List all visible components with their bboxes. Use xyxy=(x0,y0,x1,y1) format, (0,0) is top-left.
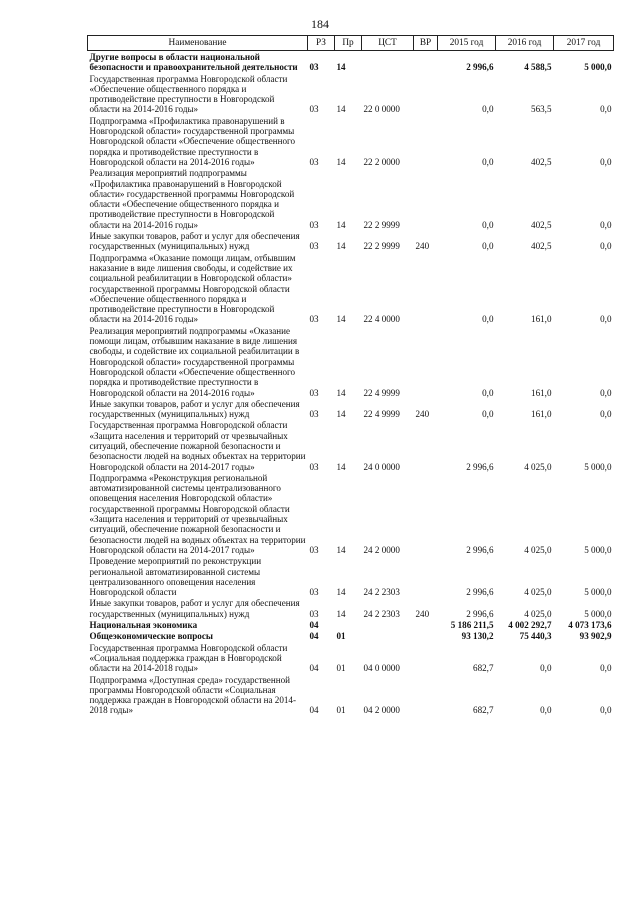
cell-2015: 682,7 xyxy=(473,705,494,716)
cell-name: Подпрограмма «Профилактика правонарушений в Новгородской области» государственной программы Новгородской области «Обеспечение общественного порядка и противодействие преступности в Новгородской области на 2014-2016 годы» xyxy=(89,115,296,167)
cell-2015: 0,0 xyxy=(482,219,494,230)
cell-cst: 22 2 9999 xyxy=(363,219,400,230)
cell-name: Реализация мероприятий подпрограммы «Оказание помощи лицам, отбывшим наказание в виде лишения свободы, и содействие их социальной реабилитации в Новгородской области» государственной программы Новгородской области «Обеспечение общественного порядка и противодействие преступности в Новгородской области на 2014-2016 годы» xyxy=(89,325,300,398)
header-2017: 2017 год xyxy=(554,36,614,51)
page-number: 184 xyxy=(311,17,329,31)
cell-2017: 5 000,0 xyxy=(584,62,612,73)
cell-2017: 5 000,0 xyxy=(584,587,612,598)
header-2015: 2015 год xyxy=(438,36,496,51)
cell-2016: 4 002 292,7 xyxy=(508,620,552,631)
table-row xyxy=(88,642,614,674)
cell-2015: 2 996,6 xyxy=(466,544,494,555)
cell-name: Государственная программа Новгородской области «Социальная поддержка граждан в Новгородской области на 2014-2018 годы» xyxy=(89,642,288,674)
cell-vr xyxy=(414,252,438,325)
cell-pr: 14 xyxy=(336,608,346,619)
cell-2016: 75 440,3 xyxy=(519,631,552,642)
cell-name: Общеэкономические вопросы xyxy=(89,631,213,642)
cell-rz: 03 xyxy=(309,608,319,619)
cell-vr xyxy=(414,325,438,398)
cell-vr: 240 xyxy=(415,608,430,619)
cell-2017: 0,0 xyxy=(600,314,612,325)
header-2016: 2016 год xyxy=(496,36,554,51)
cell-rz: 03 xyxy=(309,241,319,252)
cell-2015: 2 996,6 xyxy=(466,461,494,472)
cell-name: Иные закупки товаров, работ и услуг для обеспечения государственных (муниципальных) нужд xyxy=(89,598,300,619)
cell-cst xyxy=(362,619,414,630)
cell-2017: 5 000,0 xyxy=(584,544,612,555)
cell-pr: 14 xyxy=(336,104,346,115)
cell-vr xyxy=(414,619,438,630)
cell-2017: 93 902,9 xyxy=(579,631,612,642)
cell-name: Подпрограмма «Оказание помощи лицам, отбывшим наказание в виде лишения свободы, и содействие их социальной реабилитации в Новгородской области» государственной программы Новгородской области «Обеспечение общественного порядка и противодействие преступности в Новгородской области на 2014-2016 годы» xyxy=(89,252,296,325)
cell-vr xyxy=(414,630,438,641)
cell-vr xyxy=(414,472,438,555)
table-row xyxy=(88,230,614,252)
cell-cst: 22 4 9999 xyxy=(363,409,400,420)
cell-vr xyxy=(414,555,438,597)
table-row xyxy=(88,398,614,420)
cell-vr: 240 xyxy=(415,409,430,420)
cell-2015: 682,7 xyxy=(473,663,494,674)
cell-cst: 24 2 2303 xyxy=(363,608,400,619)
cell-2015: 0,0 xyxy=(482,314,494,325)
cell-rz: 03 xyxy=(309,104,319,115)
cell-name: Другие вопросы в области национальной безопасности и правоохранительной деятельности xyxy=(89,52,298,73)
cell-cst xyxy=(362,630,414,641)
cell-2015: 5 186 211,5 xyxy=(450,620,494,631)
cell-2016: 402,5 xyxy=(531,156,552,167)
cell-rz: 03 xyxy=(309,219,319,230)
table-row xyxy=(88,73,614,115)
cell-2016: 161,0 xyxy=(531,387,552,398)
cell-2016: 0,0 xyxy=(540,663,552,674)
cell-2015: 2 996,6 xyxy=(466,587,494,598)
cell-name: Иные закупки товаров, работ и услуг для обеспечения государственных (муниципальных) нужд xyxy=(89,231,300,252)
cell-cst: 22 2 0000 xyxy=(363,156,400,167)
cell-2016: 563,5 xyxy=(531,104,552,115)
header-name: Наименование xyxy=(88,36,308,51)
cell-pr: 14 xyxy=(336,241,346,252)
cell-rz: 03 xyxy=(309,156,319,167)
cell-name: Подпрограмма «Реконструкция региональной автоматизированной системы централизованного оповещения населения Новгородской области» государственной программы Новгородской области «Защита населения и территорий от чрезвычайных ситуаций, обеспечение пожарной безопасности и безопасности людей на водных объектах на территории Новгородской области на 2014-2017 годы» xyxy=(89,472,306,555)
cell-pr: 14 xyxy=(336,544,346,555)
cell-vr xyxy=(414,73,438,115)
cell-2015: 0,0 xyxy=(482,387,494,398)
cell-cst xyxy=(362,51,414,73)
cell-name: Государственная программа Новгородской области «Защита населения и территорий от чрезвычайных ситуаций, обеспечение пожарной безопасности и безопасности людей на водных объектах на территории Новгородской области на 2014-2017 годы» xyxy=(89,420,306,472)
cell-2015: 2 996,6 xyxy=(466,62,494,73)
cell-2017: 0,0 xyxy=(600,219,612,230)
cell-rz: 03 xyxy=(309,587,319,598)
cell-pr: 14 xyxy=(336,156,346,167)
table-row xyxy=(88,597,614,619)
cell-rz: 04 xyxy=(309,663,319,674)
table-row xyxy=(88,630,614,641)
header-vr: ВР xyxy=(414,36,438,51)
table-body xyxy=(88,51,614,716)
cell-2015: 0,0 xyxy=(482,409,494,420)
cell-vr xyxy=(414,51,438,73)
cell-pr: 01 xyxy=(336,631,346,642)
cell-rz: 04 xyxy=(309,620,319,631)
cell-pr: 14 xyxy=(336,461,346,472)
cell-name: Государственная программа Новгородской области «Обеспечение общественного порядка и противодействие преступности в Новгородской области на 2014-2016 годы» xyxy=(89,73,288,115)
cell-cst: 24 2 2303 xyxy=(363,587,400,598)
cell-2017: 4 073 173,6 xyxy=(568,620,612,631)
cell-name: Иные закупки товаров, работ и услуг для обеспечения государственных (муниципальных) нужд xyxy=(89,398,300,420)
cell-pr xyxy=(335,619,362,630)
cell-2015: 0,0 xyxy=(482,104,494,115)
table-row xyxy=(88,115,614,167)
cell-name: Подпрограмма «Доступная среда» государственной программы Новгородской области «Социальная поддержка граждан в Новгородской области на 2014-2018 годы» xyxy=(89,674,296,716)
cell-2017: 0,0 xyxy=(600,241,612,252)
cell-2016: 402,5 xyxy=(531,219,552,230)
cell-2017: 0,0 xyxy=(600,104,612,115)
cell-2016: 4 025,0 xyxy=(524,587,552,598)
cell-cst: 04 2 0000 xyxy=(363,705,400,716)
cell-2017: 0,0 xyxy=(600,705,612,716)
cell-2016: 4 588,5 xyxy=(524,62,552,73)
table-header-row xyxy=(88,36,614,51)
cell-pr: 14 xyxy=(336,587,346,598)
cell-vr xyxy=(414,419,438,471)
cell-name: Проведение мероприятий по реконструкции региональной автоматизированной системы централизованного оповещения населения Новгородской области xyxy=(89,556,262,598)
header-cst: ЦСТ xyxy=(362,36,414,51)
cell-2015: 0,0 xyxy=(482,156,494,167)
cell-pr: 14 xyxy=(336,387,346,398)
cell-pr: 01 xyxy=(336,705,346,716)
cell-cst: 04 0 0000 xyxy=(363,663,400,674)
cell-2016: 161,0 xyxy=(531,409,552,420)
cell-2016: 4 025,0 xyxy=(524,608,552,619)
header-rz: РЗ xyxy=(308,36,335,51)
cell-2017: 0,0 xyxy=(600,409,612,420)
cell-2015: 2 996,6 xyxy=(466,608,494,619)
cell-2017: 0,0 xyxy=(600,387,612,398)
header-pr: Пр xyxy=(335,36,362,51)
cell-pr: 01 xyxy=(336,663,346,674)
cell-vr xyxy=(414,167,438,230)
cell-2017: 5 000,0 xyxy=(584,461,612,472)
table-row xyxy=(88,555,614,597)
table-row xyxy=(88,51,614,73)
cell-vr xyxy=(414,115,438,167)
cell-cst: 22 0 0000 xyxy=(363,104,400,115)
cell-vr xyxy=(414,642,438,674)
cell-2016: 4 025,0 xyxy=(524,461,552,472)
cell-rz: 04 xyxy=(309,705,319,716)
cell-pr: 14 xyxy=(336,219,346,230)
table-row xyxy=(88,325,614,398)
cell-name: Реализация мероприятий подпрограммы «Профилактика правонарушений в Новгородской области» государственной программы Новгородской области «Обеспечение общественного порядка и противодействие преступности в Новгородской области на 2014-2016 годы» xyxy=(89,168,295,230)
cell-rz: 03 xyxy=(309,409,319,420)
cell-rz: 04 xyxy=(309,631,319,642)
cell-2017: 0,0 xyxy=(600,156,612,167)
table-row xyxy=(88,252,614,325)
cell-cst: 22 4 0000 xyxy=(363,314,400,325)
cell-rz: 03 xyxy=(309,314,319,325)
cell-pr: 14 xyxy=(336,314,346,325)
cell-2016: 4 025,0 xyxy=(524,544,552,555)
cell-rz: 03 xyxy=(309,387,319,398)
table-row xyxy=(88,472,614,555)
cell-2015: 0,0 xyxy=(482,241,494,252)
cell-cst: 22 2 9999 xyxy=(363,241,400,252)
cell-2016: 161,0 xyxy=(531,314,552,325)
cell-cst: 24 0 0000 xyxy=(363,461,400,472)
cell-2017: 5 000,0 xyxy=(584,608,612,619)
cell-2015: 93 130,2 xyxy=(461,631,494,642)
cell-name: Национальная экономика xyxy=(89,620,198,631)
cell-rz: 03 xyxy=(309,461,319,472)
cell-rz: 03 xyxy=(309,544,319,555)
cell-rz: 03 xyxy=(309,62,319,73)
cell-2017: 0,0 xyxy=(600,663,612,674)
cell-2016: 0,0 xyxy=(540,705,552,716)
cell-pr: 14 xyxy=(336,62,346,73)
cell-cst: 24 2 0000 xyxy=(363,544,400,555)
cell-pr: 14 xyxy=(336,409,346,420)
cell-vr xyxy=(414,674,438,716)
budget-table xyxy=(87,35,614,716)
cell-cst: 22 4 9999 xyxy=(363,387,400,398)
cell-2016: 402,5 xyxy=(531,241,552,252)
cell-vr: 240 xyxy=(415,241,430,252)
table-row xyxy=(88,619,614,630)
table-row xyxy=(88,167,614,230)
table-row xyxy=(88,674,614,716)
table-row xyxy=(88,419,614,471)
